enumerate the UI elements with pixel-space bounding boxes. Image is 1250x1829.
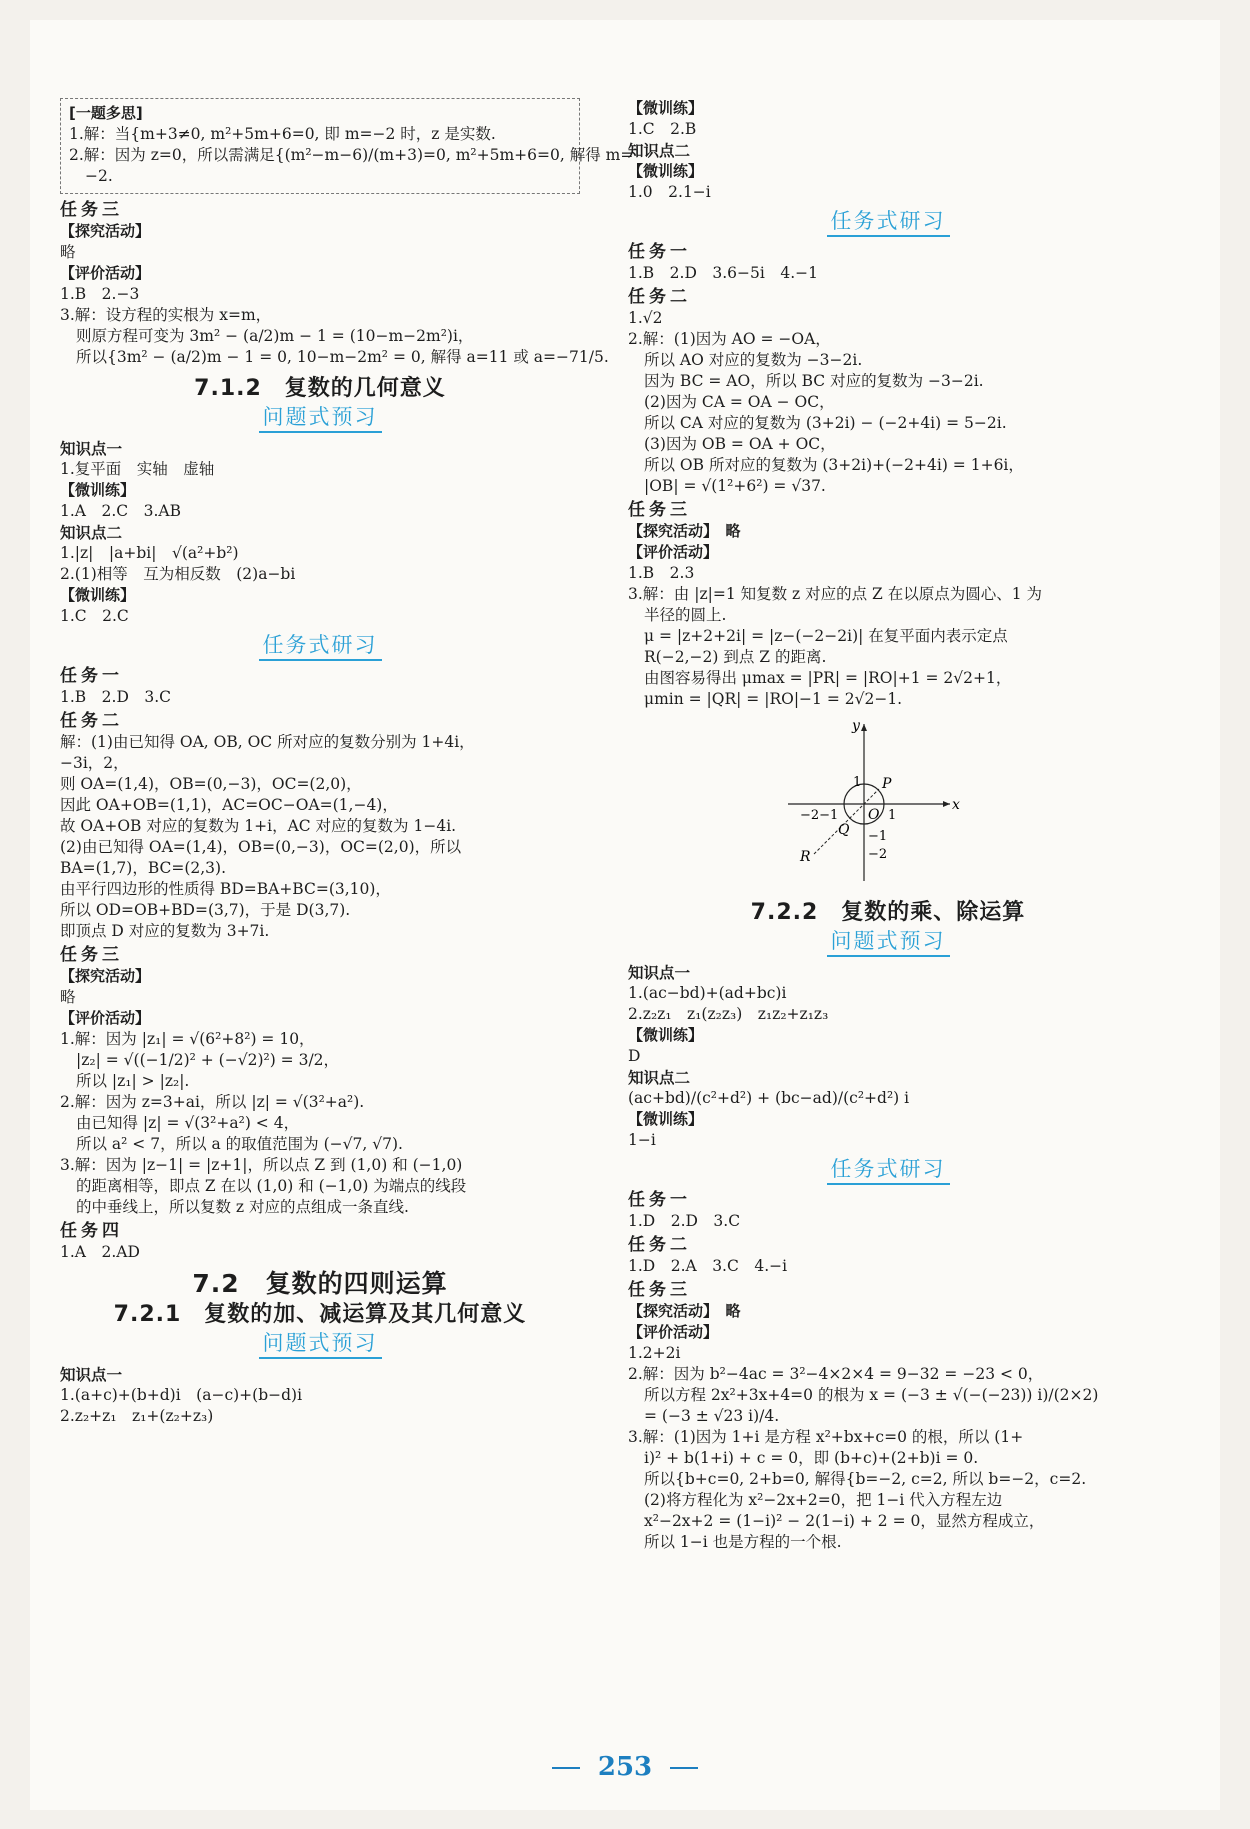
complex-plane-diagram (778, 716, 958, 886)
answer-line: 任务三 (60, 200, 123, 220)
one-question-multiple-thoughts-box (60, 98, 634, 194)
answer-line: (ac+bd)/(c²+d²) + (bc−ad)/(c²+d²) i (628, 1089, 910, 1107)
answer-line: 【评价活动】 (628, 543, 719, 561)
answer-line: 2.z₂+z₁ z₁+(z₂+z₃) (60, 1407, 214, 1425)
complex-plane-figure (778, 716, 1148, 892)
answer-line: 任务二 (628, 1235, 691, 1255)
answer-line: 1.A 2.C 3.AB (60, 502, 182, 520)
preview-heading-7-1-2: 问题式预习 (60, 407, 580, 428)
answer-line: R(−2,−2) 到点 Z 的距离. (644, 648, 827, 666)
tick-neg-x: −2−1 (800, 808, 839, 823)
section-title-7-2: 7.2 复数的四则运算 (192, 1269, 448, 1298)
answer-line: 1.(ac−bd)+(ad+bc)i (628, 984, 787, 1002)
y-label: y (852, 718, 860, 734)
answer-line: 1.√2 (628, 309, 663, 327)
answer-line: i)² + b(1+i) + c = 0，即 (b+c)+(2+b)i = 0. (644, 1449, 979, 1467)
answer-line: (3)因为 OB = OA + OC， (644, 435, 836, 453)
answer-line: 1.复平面 实轴 虚轴 (60, 460, 215, 478)
answer-line: 3.解：(1)因为 1+i 是方程 x²+bx+c=0 的根，所以 (1+ (628, 1428, 1024, 1446)
answer-line: 故 OA+OB 对应的复数为 1+i，AC 对应的复数为 1−4i. (60, 817, 457, 835)
answer-line: 2.解：因为 z=3+ai，所以 |z| = √(3²+a²). (60, 1093, 365, 1111)
preview-heading-7-2-1: 问题式预习 (60, 1333, 580, 1354)
x-axis-arrow (943, 801, 950, 807)
answer-line: 所以{3m² − (a/2)m − 1 = 0, 10−m−2m² = 0, 解得 a=11 或 a=−71/5. (76, 348, 609, 366)
point-q-label: Q (838, 822, 850, 838)
answer-line: 所以{b+c=0, 2+b=0, 解得{b=−2, c=2, 所以 b=−2，c=2. (644, 1470, 1087, 1488)
answer-line: 3.解：由 |z|=1 知复数 z 对应的点 Z 在以原点为圆心、1 为 (628, 585, 1043, 603)
answer-line: 所以 AO 对应的复数为 −3−2i. (644, 351, 863, 369)
answer-line: 【微训练】 (60, 481, 136, 499)
answer-line: μ = |z+2+2i| = |z−(−2−2i)| 在复平面内表示定点 (644, 627, 1008, 645)
answer-line: 任务四 (60, 1221, 123, 1241)
box-answer-line: 1.解：当{m+3≠0, m²+5m+6=0, 即 m=−2 时，z 是实数. (69, 125, 496, 143)
answer-line: 1.(a+c)+(b+d)i (a−c)+(b−d)i (60, 1386, 303, 1404)
answer-line: 则原方程可变为 3m² − (a/2)m − 1 = (10−m−2m²)i， (76, 327, 474, 345)
box-answer-line: 2.解：因为 z=0，所以需满足{(m²−m−6)/(m+3)=0, m²+5m+6=0, 解得 m= (69, 146, 634, 164)
answer-line: 略 (60, 243, 76, 261)
answer-line: 1.2+2i (628, 1344, 681, 1362)
answer-line: 所以 |z₁| > |z₂|. (76, 1072, 190, 1090)
section-title-7-2-1: 7.2.1 复数的加、减运算及其几何意义 (113, 1302, 527, 1327)
box-answer-line: −2. (85, 167, 113, 185)
point-p-label: P (882, 776, 892, 792)
research-heading-7-2-2: 任务式研习 (628, 1159, 1148, 1180)
answer-line: 任务一 (628, 1190, 691, 1210)
answer-line: BA=(1,7)，BC=(2,3). (60, 859, 227, 877)
answer-line: 【微训练】 (628, 162, 704, 180)
answer-line: 【探究活动】 略 (628, 1302, 741, 1320)
answer-line: |z₂| = √((−1/2)² + (−√2)²) = 3/2， (76, 1051, 340, 1069)
answer-line: 所以 1−i 也是方程的一个根. (644, 1533, 842, 1551)
section-title-7-2-2: 7.2.2 复数的乘、除运算 (750, 900, 1026, 925)
answer-line: 半径的圆上. (644, 606, 727, 624)
answer-line: 知识点二 (60, 523, 123, 542)
left-column (60, 98, 634, 1427)
x-label: x (952, 797, 960, 813)
answer-line: 所以 OB 所对应的复数为 (3+2i)+(−2+4i) = 1+6i， (644, 456, 1024, 474)
research-heading-7-1-2: 任务式研习 (60, 635, 580, 656)
answer-line: 【探究活动】 略 (628, 522, 741, 540)
answer-line: 3.解：因为 |z−1| = |z+1|，所以点 Z 到 (1,0) 和 (−1,0) (60, 1156, 463, 1174)
answer-line: 由平行四边形的性质得 BD=BA+BC=(3,10)， (60, 880, 391, 898)
answer-line: 任务三 (628, 500, 691, 520)
answer-line: 因此 OA+OB=(1,1)，AC=OC−OA=(1,−4)， (60, 796, 398, 814)
answer-line: 因为 BC = AO，所以 BC 对应的复数为 −3−2i. (644, 372, 984, 390)
research-heading-7-2-1: 任务式研习 (628, 211, 1148, 232)
tick-neg-y2: −2 (868, 847, 888, 862)
answer-line: 知识点二 (628, 1068, 691, 1087)
answer-line: 任务二 (628, 287, 691, 307)
answer-line: 【微训练】 (628, 1110, 704, 1128)
answer-line: μmin = |QR| = |RO|−1 = 2√2−1. (644, 690, 903, 708)
answer-line: 【微训练】 (60, 586, 136, 604)
answer-line: 则 OA=(1,4)，OB=(0,−3)，OC=(2,0)， (60, 775, 362, 793)
answer-line: 任务三 (60, 945, 123, 965)
page-number: 253 (0, 1752, 1250, 1782)
answer-line: 3.解：设方程的实根为 x=m， (60, 306, 272, 324)
answer-line: 的中垂线上，所以复数 z 对应的点组成一条直线. (76, 1198, 409, 1216)
answer-line: 任务三 (628, 1280, 691, 1300)
answer-line: 【评价活动】 (60, 264, 151, 282)
answer-line: 1.B 2.D 3.C (60, 688, 172, 706)
preview-heading-7-2-2: 问题式预习 (628, 931, 1148, 952)
answer-line: 【探究活动】 (60, 222, 151, 240)
answer-line: 1.0 2.1−i (628, 183, 711, 201)
answer-line: 1.A 2.AD (60, 1243, 140, 1261)
answer-line: 1.解：因为 |z₁| = √(6²+8²) = 10， (60, 1030, 315, 1048)
answer-line: 1−i (628, 1131, 656, 1149)
answer-line: (2)因为 CA = OA − OC， (644, 393, 835, 411)
right-column (628, 98, 1148, 1553)
answer-line: x²−2x+2 = (1−i)² − 2(1−i) + 2 = 0，显然方程成立， (644, 1512, 1045, 1530)
section-title-7-1-2: 7.1.2 复数的几何意义 (194, 376, 446, 401)
answer-line: = (−3 ± √23 i)/4. (644, 1407, 780, 1425)
origin-label: O (868, 807, 880, 823)
answer-line: 2.解：(1)因为 AO = −OA， (628, 330, 831, 348)
answer-line: 任务一 (60, 666, 123, 686)
answer-line: 任务二 (60, 711, 123, 731)
answer-line: −3i，2， (60, 754, 129, 772)
answer-line: 由图容易得出 μmax = |PR| = |RO|+1 = 2√2+1， (644, 669, 1012, 687)
tick-pos-x: 1 (888, 808, 897, 823)
answer-line: 1.D 2.D 3.C (628, 1212, 741, 1230)
answer-line: 知识点一 (628, 963, 691, 982)
point-r-label: R (800, 849, 811, 865)
answer-line: 知识点一 (60, 439, 123, 458)
answer-line: 任务一 (628, 242, 691, 262)
answer-line: 1.B 2.D 3.6−5i 4.−1 (628, 264, 818, 282)
answer-line: (2)将方程化为 x²−2x+2=0，把 1−i 代入方程左边 (644, 1491, 1003, 1509)
answer-line: 知识点二 (628, 141, 691, 160)
answer-line: 解：(1)由已知得 OA, OB, OC 所对应的复数分别为 1+4i， (60, 733, 475, 751)
answer-line: 1.|z| |a+bi| √(a²+b²) (60, 544, 239, 562)
tick-neg-y1: −1 (868, 829, 888, 844)
answer-line: 2.解：因为 b²−4ac = 3²−4×2×4 = 9−32 = −23 < 0， (628, 1365, 1044, 1383)
answer-line: 【微训练】 (628, 99, 704, 117)
answer-line: D (628, 1047, 641, 1065)
answer-line: 1.C 2.B (628, 120, 697, 138)
answer-line: 1.B 2.3 (628, 564, 695, 582)
answer-line: 所以方程 2x²+3x+4=0 的根为 x = (−3 ± √(−(−23)) i)/(2×2) (644, 1386, 1099, 1404)
answer-line: 所以 CA 对应的复数为 (3+2i) − (−2+4i) = 5−2i. (644, 414, 1007, 432)
answer-line: 【评价活动】 (628, 1323, 719, 1341)
answer-line: |OB| = √(1²+6²) = √37. (644, 477, 826, 495)
answer-line: 所以 OD=OB+BD=(3,7)，于是 D(3,7). (60, 901, 351, 919)
answer-line: 2.(1)相等 互为相反数 (2)a−bi (60, 565, 296, 583)
answer-line: 所以 a² < 7，所以 a 的取值范围为 (−√7, √7). (76, 1135, 403, 1153)
answer-line: 2.z₂z₁ z₁(z₂z₃) z₁z₂+z₁z₃ (628, 1005, 829, 1023)
y-axis-arrow (861, 724, 867, 731)
answer-line: 即顶点 D 对应的复数为 3+7i. (60, 922, 270, 940)
answer-line: 由已知得 |z| = √(3²+a²) < 4， (76, 1114, 300, 1132)
answer-line: 【微训练】 (628, 1026, 704, 1044)
answer-line: 【评价活动】 (60, 1009, 151, 1027)
answer-line: 知识点一 (60, 1365, 123, 1384)
answer-line: 的距离相等，即点 Z 在以 (1,0) 和 (−1,0) 为端点的线段 (76, 1177, 467, 1195)
answer-line: (2)由已知得 OA=(1,4)，OB=(0,−3)，OC=(2,0)，所以 (60, 838, 462, 856)
tick-pos-y: 1 (853, 775, 862, 790)
answer-line: 【探究活动】 (60, 967, 151, 985)
answer-line: 略 (60, 988, 76, 1006)
box-header: [一题多思] (69, 104, 143, 122)
answer-line: 1.C 2.C (60, 607, 129, 625)
answer-line: 1.B 2.−3 (60, 285, 140, 303)
answer-line: 1.D 2.A 3.C 4.−i (628, 1257, 788, 1275)
